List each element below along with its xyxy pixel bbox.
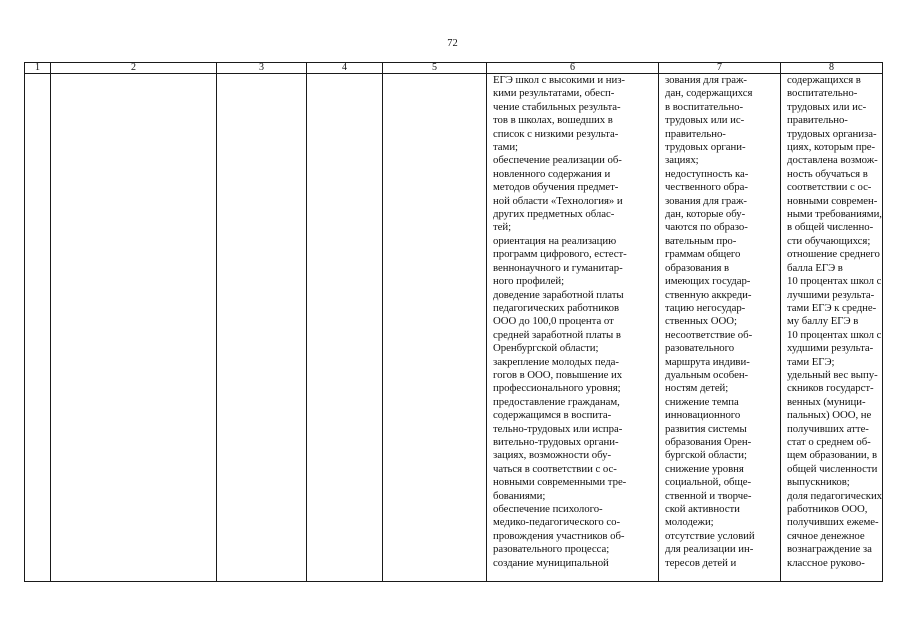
- text-line: методов обучения предмет-: [493, 181, 619, 194]
- text-line: отсутствие условий: [665, 529, 755, 542]
- text-line: отношение среднего: [787, 248, 880, 261]
- cell-column-1: [25, 74, 51, 582]
- text-line: му баллу ЕГЭ в: [787, 315, 859, 328]
- text-line: новными современ-: [787, 194, 878, 207]
- text-line: содержащихся в: [787, 74, 861, 86]
- text-line: образования Орен-: [665, 435, 752, 448]
- text-line: общей численности: [787, 462, 878, 475]
- text-line: зования для граж-: [665, 74, 747, 86]
- text-line: тей;: [493, 221, 512, 234]
- text-line: средней заработной платы в: [493, 328, 621, 341]
- text-line: щем образовании, в: [787, 449, 877, 462]
- text-line: новными современными тре-: [493, 476, 627, 489]
- text-line: вознаграждение за: [787, 543, 872, 556]
- text-line: работников ООО,: [787, 503, 868, 515]
- text-line: для реализации ин-: [665, 543, 754, 556]
- text-line: трудовых или ис-: [787, 100, 867, 113]
- text-line: соответствии с ос-: [787, 181, 872, 194]
- cell-column-6: [487, 74, 659, 582]
- text-line: тересов детей и: [665, 556, 737, 569]
- text-line: циях, которым пре-: [787, 141, 876, 154]
- text-line: дуальным особен-: [665, 368, 749, 381]
- text-line: обеспечение психолого-: [493, 503, 603, 515]
- text-line: снижение темпа: [665, 395, 739, 408]
- text-line: вательным про-: [665, 234, 737, 247]
- text-line: сти обучающихся;: [787, 234, 871, 247]
- program-table: [24, 62, 883, 582]
- cell-column-7: [659, 74, 781, 582]
- column-number-4: 4: [307, 63, 383, 74]
- text-line: кими результатами, обесп-: [493, 87, 615, 100]
- text-line: ориентация на реализацию: [493, 234, 617, 247]
- text-line: ской активности: [665, 503, 740, 515]
- column-number-1: 1: [25, 63, 51, 74]
- text-line: сячное денежное: [787, 529, 865, 542]
- text-line: разовательного: [665, 342, 735, 355]
- text-line: доставлена возмож-: [787, 154, 878, 167]
- column-number-7: 7: [659, 63, 781, 74]
- text-line: 10 процентах школ с: [787, 275, 882, 288]
- page-number: 72: [447, 38, 458, 49]
- text-line: правительно-: [665, 127, 726, 140]
- text-line: имеющих государ-: [665, 275, 751, 288]
- text-line: социальной, обще-: [665, 476, 752, 489]
- text-line: ной области «Технология» и: [493, 194, 623, 207]
- text-line: дан, которые обу-: [665, 208, 746, 221]
- text-line: лучшими результа-: [787, 288, 875, 301]
- column-number-row: [25, 63, 883, 74]
- text-line: 10 процентах школ с: [787, 328, 882, 341]
- cell-text-column-6: [487, 74, 658, 570]
- text-line: чественного обра-: [665, 181, 748, 194]
- text-line: веннонаучного и гуманитар-: [493, 261, 623, 274]
- cell-column-8: [781, 74, 883, 582]
- text-line: ность обучаться в: [787, 167, 868, 180]
- text-line: венных (муници-: [787, 395, 866, 408]
- text-line: Оренбургской области;: [493, 342, 599, 355]
- text-line: молодежи;: [665, 516, 714, 529]
- text-line: образования в: [665, 261, 730, 274]
- text-line: воспитательно-: [787, 87, 858, 100]
- text-line: зациях;: [665, 154, 699, 167]
- text-line: ного профилей;: [493, 275, 565, 288]
- cell-text-column-7: [659, 74, 780, 570]
- text-line: зования для граж-: [665, 194, 747, 207]
- text-line: новленного содержания и: [493, 167, 611, 180]
- text-line: классное руково-: [787, 556, 865, 569]
- column-number-2: 2: [51, 63, 217, 74]
- text-line: в общей численно-: [787, 221, 874, 234]
- text-line: получивших атте-: [787, 422, 869, 435]
- text-line: правительно-: [787, 114, 848, 127]
- text-line: ственную аккреди-: [665, 288, 752, 301]
- table-row: [25, 74, 883, 582]
- text-line: в воспитательно-: [665, 100, 743, 113]
- cell-column-3: [217, 74, 307, 582]
- cell-column-2: [51, 74, 217, 582]
- text-line: дан, содержащихся: [665, 87, 753, 100]
- text-line: доля педагогических: [787, 489, 882, 502]
- column-number-3: 3: [217, 63, 307, 74]
- text-line: ственной и творче-: [665, 489, 752, 502]
- text-line: создание муниципальной: [493, 556, 609, 569]
- text-line: трудовых организа-: [787, 127, 877, 140]
- text-line: тами;: [493, 141, 519, 154]
- text-line: скников государст-: [787, 382, 874, 395]
- text-line: доведение заработной платы: [493, 288, 624, 301]
- text-line: развития системы: [665, 422, 747, 435]
- text-line: тельно-трудовых или испра-: [493, 422, 623, 435]
- text-line: балла ЕГЭ в: [787, 261, 843, 274]
- text-line: профессионального уровня;: [493, 382, 621, 395]
- text-line: гогов в ООО, повышение их: [493, 368, 623, 381]
- text-line: предоставление гражданам,: [493, 395, 620, 408]
- text-line: удельный вес выпу-: [787, 368, 878, 381]
- text-line: список с низкими результа-: [493, 127, 619, 140]
- text-line: содержащимся в воспита-: [493, 409, 612, 422]
- text-line: ЕГЭ школ с высокими и низ-: [493, 74, 625, 86]
- text-line: несоответствие об-: [665, 328, 753, 341]
- text-line: снижение уровня: [665, 462, 744, 475]
- text-line: программ цифрового, естест-: [493, 248, 627, 261]
- column-number-6: 6: [487, 63, 659, 74]
- text-line: бованиями;: [493, 489, 546, 502]
- cell-column-4: [307, 74, 383, 582]
- text-line: чаются по образо-: [665, 221, 748, 234]
- text-line: разовательного процесса;: [493, 543, 610, 556]
- text-line: пальных) ООО, не: [787, 409, 872, 422]
- text-line: трудовых органи-: [665, 141, 746, 154]
- text-line: других предметных облас-: [493, 208, 615, 221]
- text-line: закрепление молодых педа-: [493, 355, 619, 368]
- text-line: ственных ООО;: [665, 315, 737, 328]
- text-line: граммам общего: [665, 248, 741, 261]
- text-line: недоступность ка-: [665, 167, 749, 180]
- text-line: ными требованиями,: [787, 208, 882, 221]
- text-line: тов в школах, вошедших в: [493, 114, 613, 127]
- text-line: провождения участников об-: [493, 529, 625, 542]
- text-line: педагогических работников: [493, 301, 620, 314]
- text-line: тами ЕГЭ к средне-: [787, 301, 877, 314]
- text-line: инновационного: [665, 409, 741, 422]
- text-line: тами ЕГЭ;: [787, 355, 835, 368]
- text-line: худшими результа-: [787, 342, 874, 355]
- text-line: ООО до 100,0 процента от: [493, 315, 614, 328]
- text-line: бургской области;: [665, 449, 747, 462]
- cell-column-5: [383, 74, 487, 582]
- text-line: медико-педагогического со-: [493, 516, 621, 529]
- text-line: обеспечение реализации об-: [493, 154, 622, 167]
- text-line: стат о среднем об-: [787, 435, 871, 448]
- text-line: чение стабильных результа-: [493, 100, 621, 113]
- text-line: получивших ежеме-: [787, 516, 879, 529]
- column-number-8: 8: [781, 63, 883, 74]
- text-line: ностям детей;: [665, 382, 729, 395]
- text-line: зациях, возможности обу-: [493, 449, 612, 462]
- text-line: вительно-трудовых органи-: [493, 435, 619, 448]
- text-line: чаться в соответствии с ос-: [493, 462, 617, 475]
- text-line: выпускников;: [787, 476, 850, 489]
- text-line: трудовых или ис-: [665, 114, 745, 127]
- column-number-5: 5: [383, 63, 487, 74]
- cell-text-column-8: [781, 74, 882, 570]
- text-line: маршрута индиви-: [665, 355, 750, 368]
- text-line: тацию негосудар-: [665, 301, 746, 314]
